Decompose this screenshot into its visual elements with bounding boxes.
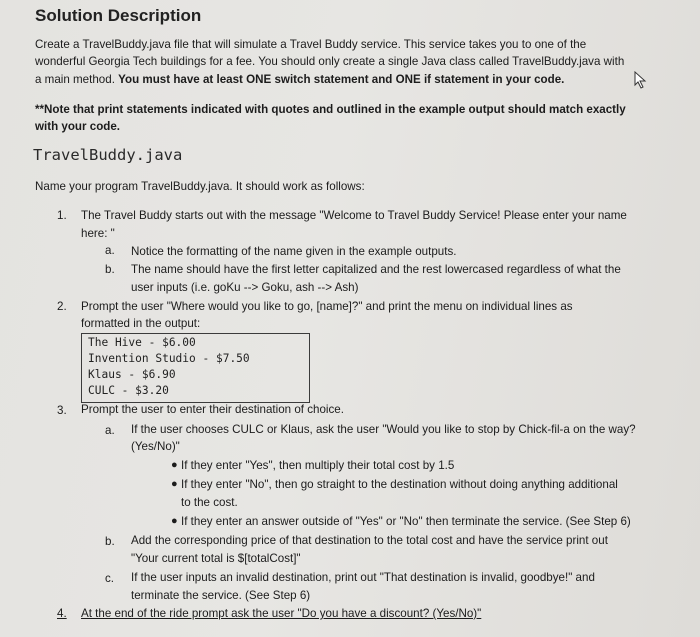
step-3b-line-2: "Your current total is $[totalCost]" [131,552,301,565]
step-1-line-1: The Travel Buddy starts out with the message "Welcome to Travel Buddy Service! Please enter your name [81,209,627,222]
step-3a-line-2: (Yes/No)" [131,440,180,453]
step-4-line-1: At the end of the ride prompt ask the user "Do you have a discount? (Yes/No)" [81,607,482,620]
step-3c-letter: c. [105,572,115,585]
step-3b-line-1: Add the corresponding price of that destination to the total cost and have the service print out [131,534,608,547]
step-1a-text: Notice the formatting of the name given in the example outputs. [131,245,457,258]
intro-line-2: wonderful Georgia Tech buildings for a fee. You should only create a single Java class called TravelBuddy.java with [35,55,625,68]
menu-item: Invention Studio - $7.50 [88,352,250,365]
step-1b-line-1: The name should have the first letter capitalized and the rest lowercased regardless of what the [131,263,621,276]
step-3c-line-2: terminate the service. (See Step 6) [131,589,311,602]
step-3-number: 3. [57,404,67,417]
step-1a-letter: a. [105,244,115,257]
step-2-number: 2. [57,300,67,313]
program-name-text: Name your program TravelBuddy.java. It should work as follows: [35,180,365,193]
step-1-number: 1. [57,209,67,222]
step-1b-letter: b. [105,263,115,276]
note-line-2: with your code. [35,120,121,133]
bullet-other-text: If they enter an answer outside of "Yes" or "No" then terminate the service. (See Step 6) [181,515,631,528]
step-1b-line-2: user inputs (i.e. goKu --> Goku, ash --> Ash) [131,281,359,294]
bullet-icon: ● [171,515,178,527]
intro-line-3-plain: a main method. [35,73,119,86]
bullet-no-line-1: If they enter "No", then go straight to the destination without doing anything additional [181,478,618,491]
menu-item: CULC - $3.20 [88,384,169,397]
bullet-yes-text: If they enter "Yes", then multiply their total cost by 1.5 [181,459,455,472]
note-line-1: **Note that print statements indicated with quotes and outlined in the example output should match exactly [35,103,626,116]
step-3b-letter: b. [105,535,115,548]
menu-item: The Hive - $6.00 [88,336,196,349]
menu-item: Klaus - $6.90 [88,368,176,381]
intro-requirement: You must have at least ONE switch statement and ONE if statement in your code. [118,73,565,86]
file-name-heading: TravelBuddy.java [33,146,183,164]
intro-line-3 [35,71,564,89]
bullet-icon: ● [171,478,178,490]
step-1-line-2: here: " [81,227,115,240]
step-2-line-1: Prompt the user "Where would you like to go, [name]?" and print the menu on individual lines as [81,300,573,313]
bullet-icon: ● [171,459,178,471]
step-4-number: 4. [57,607,67,620]
step-3-line-1: Prompt the user to enter their destination of choice. [81,403,344,416]
step-3a-line-1: If the user chooses CULC or Klaus, ask the user "Would you like to stop by Chick-fil-a on the way? [131,423,636,436]
step-3c-line-1: If the user inputs an invalid destination, print out "That destination is invalid, goodbye!" and [131,571,595,584]
mouse-pointer-icon [633,71,649,89]
menu-output-box [81,333,310,403]
step-3a-letter: a. [105,424,115,437]
intro-line-1: Create a TravelBuddy.java file that will simulate a Travel Buddy service. This service takes you to one of the [35,38,587,51]
section-heading: Solution Description [35,6,202,25]
bullet-no-line-2: to the cost. [181,496,238,509]
step-2-line-2: formatted in the output: [81,317,201,330]
